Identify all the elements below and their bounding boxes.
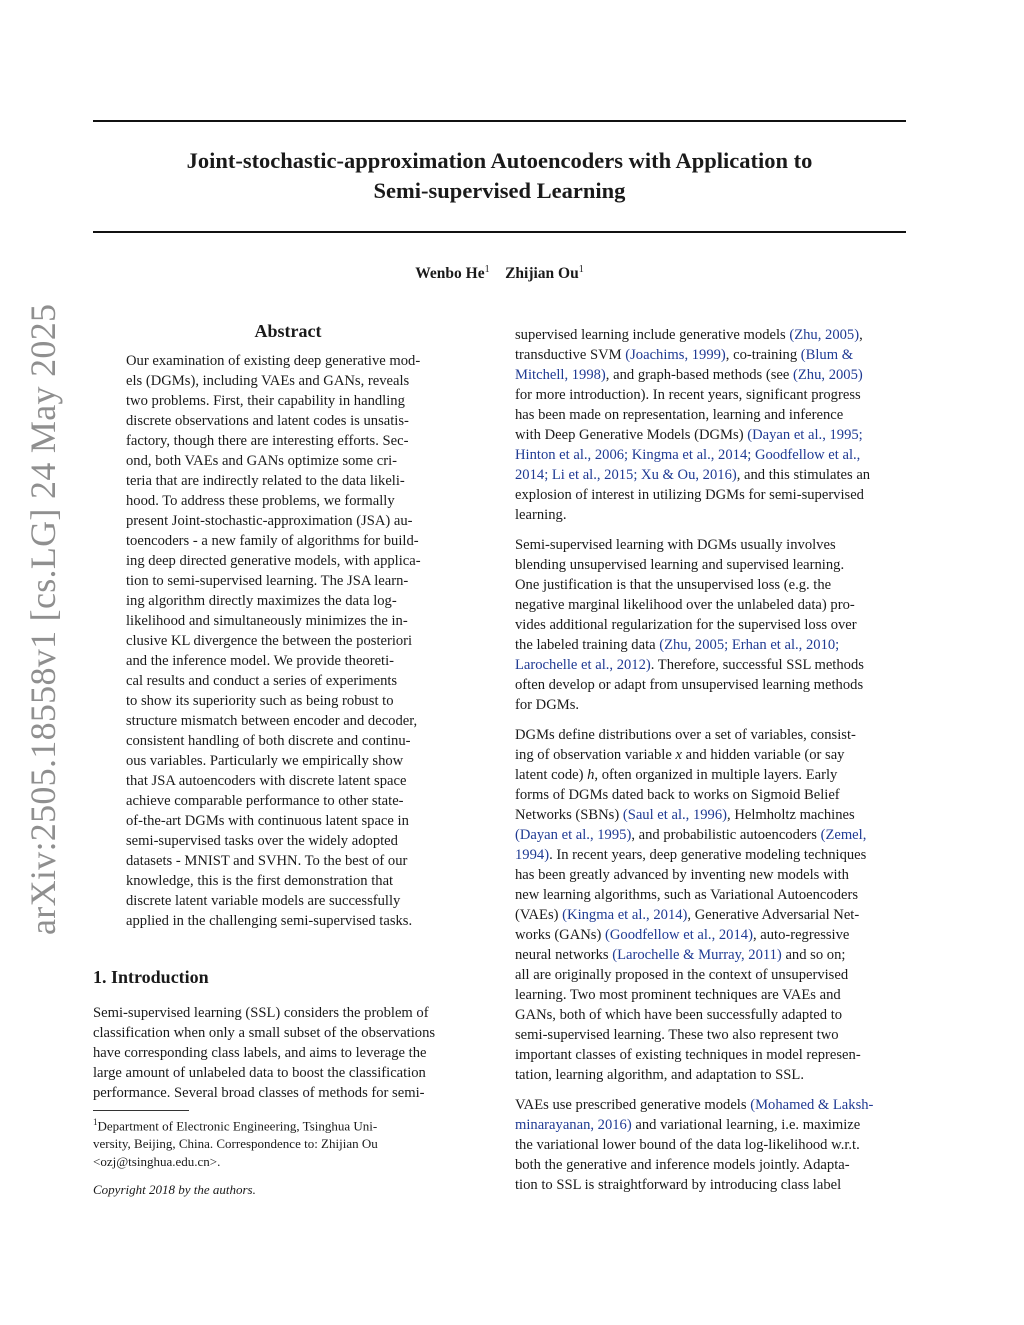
text-span: all are originally proposed in the context of unsupervised <box>515 967 849 983</box>
abstract-heading: Abstract <box>254 321 322 341</box>
text-line: Our examination of existing deep generative mod- <box>126 353 421 369</box>
text-line <box>515 635 907 655</box>
text-line: clusive KL divergence the between the posteriori <box>126 633 413 649</box>
text-line: els (DGMs), including VAEs and GANs, reveals <box>126 373 410 389</box>
text-line: cal results and conduct a series of experiments <box>126 673 398 689</box>
footnote-rule <box>93 1110 189 1111</box>
text-span: forms of DGMs dated back to works on Sigmoid Belief <box>515 787 840 803</box>
citation-link[interactable]: (Zhu, 2005) <box>789 327 860 343</box>
text-span: both the generative and inference models jointly. Adapta- <box>515 1157 850 1173</box>
text-span: learning. <box>515 507 567 523</box>
section-heading-introduction: 1. Introduction <box>93 967 209 987</box>
text-line: have corresponding class labels, and aims to leverage the <box>93 1045 427 1061</box>
text-line <box>515 805 907 825</box>
introduction-body <box>93 1003 485 1103</box>
text-span: . Therefore, successful SSL methods <box>650 657 864 673</box>
math-variable: h <box>587 767 595 783</box>
citation-link[interactable]: Larochelle et al., 2012) <box>515 657 651 673</box>
text-line: datasets - MNIST and SVHN. To the best of our <box>126 853 408 869</box>
text-line <box>515 535 907 555</box>
text-line: structure mismatch between encoder and decoder, <box>126 713 418 729</box>
text-span: , often organized in multiple layers. Early <box>594 767 838 783</box>
text-span: negative marginal likelihood over the unlabeled data) pro- <box>515 597 855 613</box>
text-span: has been greatly advanced by inventing new models with <box>515 867 849 883</box>
text-line: discrete observations and latent codes is unsatis- <box>126 413 409 429</box>
citation-link[interactable]: (Mohamed & Laksh- <box>750 1097 874 1113</box>
text-span: , Generative Adversarial Net- <box>687 907 860 923</box>
text-line: likelihood and simultaneously minimizes the in- <box>126 613 408 629</box>
text-line: large amount of unlabeled data to boost the classification <box>93 1065 426 1081</box>
text-span: Semi-supervised learning with DGMs usually involves <box>515 537 836 553</box>
text-span: semi-supervised learning. These two also represent two <box>515 1027 839 1043</box>
text-line <box>515 505 907 525</box>
citation-link[interactable]: (Joachims, 1999) <box>625 347 726 363</box>
citation-link[interactable]: Mitchell, 1998) <box>515 367 606 383</box>
text-line <box>515 345 907 365</box>
text-line: teria that are indirectly related to the data likeli- <box>126 473 405 489</box>
text-line: toencoders - a new family of algorithms for build- <box>126 533 419 549</box>
text-span: explosion of interest in utilizing DGMs for semi-supervised <box>515 487 864 503</box>
text-line <box>515 985 907 1005</box>
text-line: present Joint-stochastic-approximation (JSA) au- <box>126 513 413 529</box>
text-line <box>515 965 907 985</box>
paragraph <box>515 1095 907 1195</box>
text-span: and hidden variable (or say <box>681 747 845 763</box>
paragraph <box>515 725 907 1085</box>
text-line <box>515 595 907 615</box>
text-line <box>515 765 907 785</box>
text-line <box>515 845 907 865</box>
citation-link[interactable]: minarayanan, 2016) <box>515 1117 632 1133</box>
text-span: and variational learning, i.e. maximize <box>631 1117 861 1133</box>
text-line <box>515 385 907 405</box>
citation-link[interactable]: (Dayan et al., 1995) <box>515 827 632 843</box>
title-line-1: Joint-stochastic-approximation Autoencoders with Application to <box>186 148 813 173</box>
text-line: classification when only a small subset of the observations <box>93 1025 436 1041</box>
text-line <box>515 465 907 485</box>
text-span: transductive SVM <box>515 347 626 363</box>
text-line: discrete latent variable models are successfully <box>126 893 401 909</box>
author-list <box>93 264 906 283</box>
citation-link[interactable]: (Larochelle & Murray, 2011) <box>612 947 782 963</box>
text-line: factory, though there are interesting efforts. Sec- <box>126 433 409 449</box>
text-span: learning. Two most prominent techniques are VAEs and <box>515 987 841 1003</box>
text-span: DGMs define distributions over a set of variables, consist- <box>515 727 856 743</box>
text-line <box>515 725 907 745</box>
right-column-text <box>515 325 907 1205</box>
text-line <box>515 1135 907 1155</box>
text-line <box>515 1025 907 1045</box>
text-span: . In recent years, deep generative modeling techniques <box>549 847 867 863</box>
text-span: vides additional regularization for the supervised loss over <box>515 617 857 633</box>
citation-link[interactable]: (Saul et al., 1996) <box>622 807 728 823</box>
text-line <box>515 655 907 675</box>
text-line: consistent handling of both discrete and continu- <box>126 733 411 749</box>
text-line: that JSA autoencoders with discrete latent space <box>126 773 407 789</box>
citation-link[interactable]: (Zhu, 2005; Erhan et al., 2010; <box>659 637 840 653</box>
title-rule-bottom <box>93 231 906 233</box>
text-line <box>515 575 907 595</box>
author-name: Wenbo He <box>415 265 485 283</box>
text-line <box>515 1095 907 1115</box>
text-span: latent code) <box>515 767 588 783</box>
author-affiliation-mark: 1 <box>484 264 490 275</box>
text-line: ing algorithm directly maximizes the data log- <box>126 593 397 609</box>
text-span: works (GANs) <box>515 927 605 943</box>
text-line <box>515 485 907 505</box>
text-span: new learning algorithms, such as Variational Autoencoders <box>515 887 859 903</box>
footnote-text: Department of Electronic Engineering, Tsinghua Uni- <box>97 1118 378 1134</box>
text-line <box>515 925 907 945</box>
citation-link[interactable]: Hinton et al., 2006; Kingma et al., 2014; Goodfellow et al., <box>515 447 861 463</box>
author-affiliation-mark: 1 <box>578 264 584 275</box>
citation-link[interactable]: (Dayan et al., 1995; <box>747 427 863 443</box>
text-line <box>515 405 907 425</box>
citation-link[interactable]: (Kingma et al., 2014) <box>562 907 688 923</box>
paragraph <box>515 535 907 715</box>
text-span: GANs, both of which have been successfully adapted to <box>515 1007 843 1023</box>
text-line <box>515 555 907 575</box>
text-line: Semi-supervised learning (SSL) considers the problem of <box>93 1005 429 1021</box>
text-span: tion to SSL is straightforward by introducing class label <box>515 1177 842 1193</box>
text-span: (VAEs) <box>515 907 563 923</box>
abstract-body <box>126 351 452 931</box>
text-line: two problems. First, their capability in handling <box>126 393 405 409</box>
text-line <box>515 1175 907 1195</box>
text-line: knowledge, this is the first demonstration that <box>126 873 394 889</box>
text-span: VAEs use prescribed generative models <box>515 1097 751 1113</box>
text-span: for more introduction). In recent years, significant progress <box>515 387 861 403</box>
citation-link[interactable]: 2014; Li et al., 2015; Xu & Ou, 2016) <box>515 467 737 483</box>
text-line: ond, both VAEs and GANs optimize some cri- <box>126 453 398 469</box>
text-span: One justification is that the unsupervised loss (e.g. the <box>515 577 832 593</box>
author-name: Zhijian Ou <box>505 265 579 283</box>
math-variable: x <box>675 747 682 763</box>
text-line: ous variables. Particularly we empirically show <box>126 753 404 769</box>
text-line: hood. To address these problems, we formally <box>126 493 395 509</box>
text-span: has been made on representation, learning and inference <box>515 407 844 423</box>
text-span: , auto-regressive <box>752 927 850 943</box>
text-line <box>515 695 907 715</box>
paper-title <box>93 146 906 206</box>
text-span: important classes of existing techniques in model represen- <box>515 1047 861 1063</box>
text-span: with Deep Generative Models (DGMs) <box>515 427 748 443</box>
text-span: the variational lower bound of the data log-likelihood w.r.t. <box>515 1137 860 1153</box>
text-line: performance. Several broad classes of methods for semi- <box>93 1085 425 1101</box>
text-line <box>515 365 907 385</box>
text-line: of-the-art DGMs with continuous latent space in <box>126 813 409 829</box>
text-line <box>515 325 907 345</box>
text-span: , and graph-based methods (see <box>605 367 794 383</box>
text-line <box>515 825 907 845</box>
citation-link[interactable]: (Zhu, 2005) <box>793 367 863 383</box>
text-line <box>515 1065 907 1085</box>
text-line <box>515 425 907 445</box>
text-line <box>515 785 907 805</box>
citation-link[interactable]: (Blum & <box>800 347 854 363</box>
text-span: blending unsupervised learning and supervised learning. <box>515 557 845 573</box>
citation-link[interactable]: (Goodfellow et al., 2014) <box>605 927 753 943</box>
text-span: and so on; <box>781 947 846 963</box>
arxiv-stamp: arXiv:2505.18558v1 [cs.LG] 24 May 2025 <box>23 303 63 935</box>
text-line <box>515 1045 907 1065</box>
text-span: supervised learning include generative models <box>515 327 790 343</box>
text-span: tation, learning algorithm, and adaptation to SSL. <box>515 1067 804 1083</box>
text-line <box>515 885 907 905</box>
text-line <box>515 1115 907 1135</box>
text-line: ing deep directed generative models, with applica- <box>126 553 421 569</box>
text-line: semi-supervised tasks over the widely adopted <box>126 833 398 849</box>
title-line-2: Semi-supervised Learning <box>373 178 626 203</box>
text-span: the labeled training data <box>515 637 660 653</box>
text-line <box>515 945 907 965</box>
citation-link[interactable]: (Zemel, <box>820 827 867 843</box>
text-line: applied in the challenging semi-supervised tasks. <box>126 913 413 929</box>
text-line: tion to semi-supervised learning. The JSA learn- <box>126 573 409 589</box>
footnote-line: versity, Beijing, China. Correspondence to: Zhijian Ou <box>93 1136 378 1152</box>
text-span: for DGMs. <box>515 697 580 713</box>
text-line <box>515 615 907 635</box>
copyright-notice: Copyright 2018 by the authors. <box>93 1182 256 1197</box>
text-span: , and this stimulates an <box>736 467 871 483</box>
paragraph <box>515 325 907 525</box>
text-line: and the inference model. We provide theoreti- <box>126 653 395 669</box>
text-line: to show its superiority such as being robust to <box>126 693 394 709</box>
text-span: neural networks <box>515 947 613 963</box>
text-line <box>515 445 907 465</box>
title-rule-top <box>93 120 906 122</box>
text-line <box>515 905 907 925</box>
text-line: achieve comparable performance to other state- <box>126 793 404 809</box>
citation-link[interactable]: 1994) <box>515 847 550 863</box>
text-span: , and probabilistic autoencoders <box>631 827 821 843</box>
text-span: ing of observation variable <box>515 747 676 763</box>
footnote-email: <ozj@tsinghua.edu.cn>. <box>93 1154 221 1170</box>
text-line <box>515 745 907 765</box>
text-line <box>515 1005 907 1025</box>
footnote-line <box>93 1113 485 1135</box>
footnote-mark: 1 <box>93 1117 98 1127</box>
text-span: , co-training <box>725 347 801 363</box>
text-line <box>515 865 907 885</box>
text-span: often develop or adapt from unsupervised learning methods <box>515 677 864 693</box>
text-span: , Helmholtz machines <box>727 807 855 823</box>
text-span: , <box>859 327 863 343</box>
text-line <box>515 1155 907 1175</box>
text-line <box>515 675 907 695</box>
affiliation-footnote <box>93 1113 485 1171</box>
text-span: Networks (SBNs) <box>515 807 623 823</box>
